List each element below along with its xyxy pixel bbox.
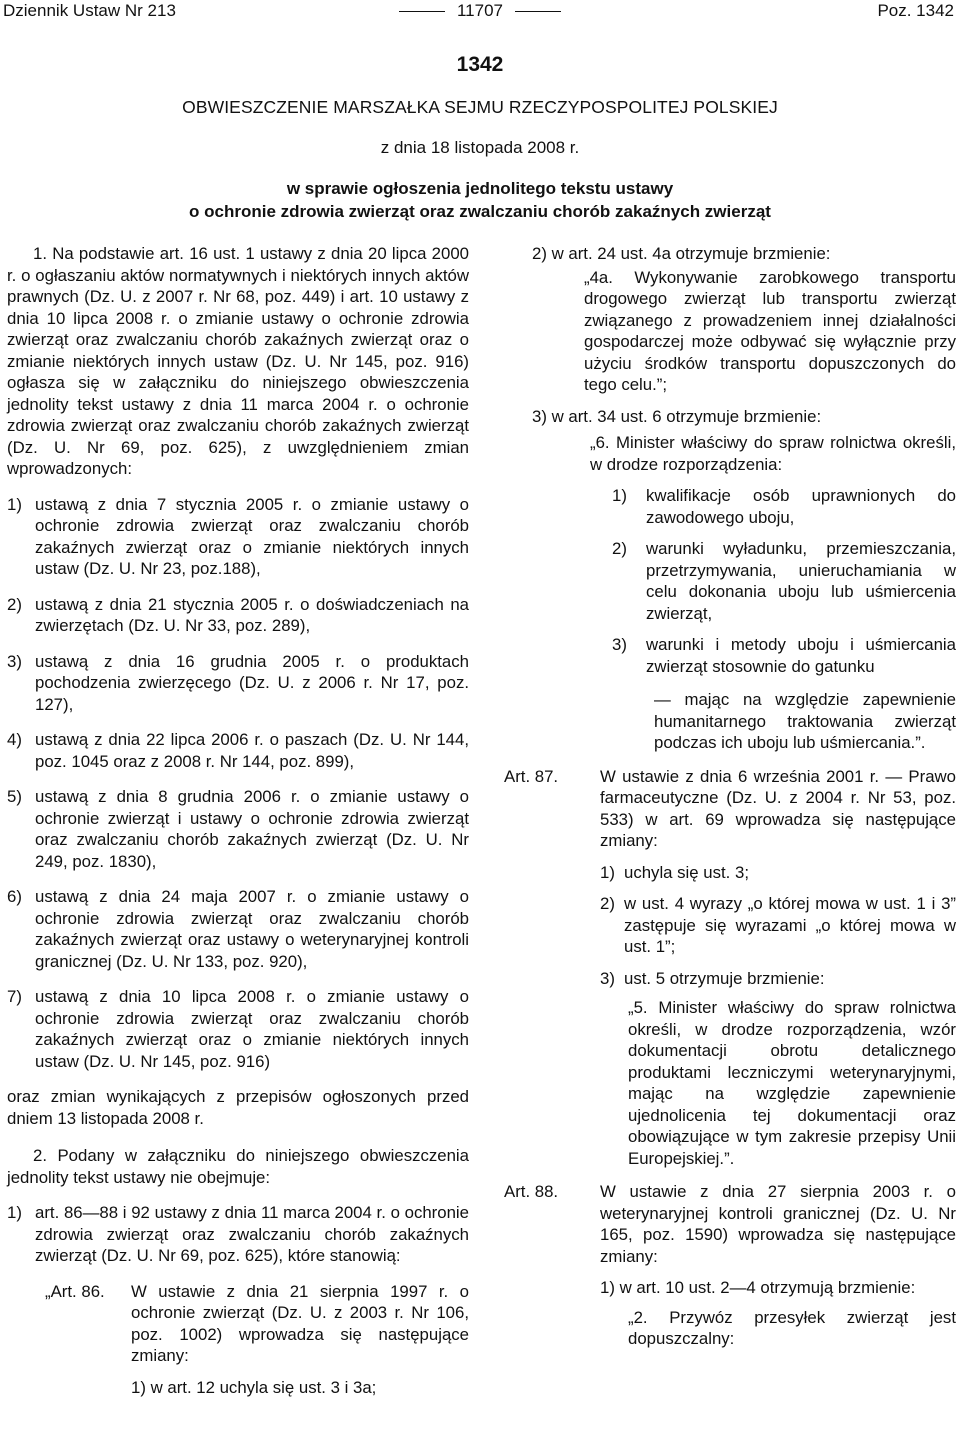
point-2-paragraph: 2. Podany w załączniku do niniejszego obwieszczenia jednolity tekst ustawy nie obejmuje: xyxy=(7,1146,469,1187)
item-3-sub-number: 3) xyxy=(612,635,627,654)
item-3-sub-number: 2) xyxy=(612,539,627,558)
article-87-item-text: uchyla się ust. 3; xyxy=(624,862,749,882)
item-3-tail: — mając na względzie zapewnienie humanitarnego traktowania zwierząt podczas ich uboju lub uśmiercania.”. xyxy=(654,690,956,752)
article-87-item xyxy=(600,968,956,990)
article-86-number: „Art. 86. xyxy=(45,1281,105,1301)
excluded-number: 1) xyxy=(7,1203,22,1222)
dash-right xyxy=(515,11,561,12)
amendment-number: 7) xyxy=(7,987,22,1006)
amendment-text: ustawą z dnia 16 grudnia 2005 r. o produktach pochodzenia zwierzęcego (Dz. U. z 2006 r. Nr 17, poz. 127), xyxy=(35,651,469,714)
announcement-title: OBWIESZCZENIE MARSZAŁKA SEJMU RZECZYPOSPOLITEJ POLSKIEJ xyxy=(182,97,778,117)
item-3-sub xyxy=(612,538,956,624)
article-87 xyxy=(504,766,956,852)
article-87-item-number: 1) xyxy=(600,862,615,882)
amendment-item xyxy=(7,651,469,716)
article-86 xyxy=(45,1281,469,1367)
amendment-text: ustawą z dnia 7 stycznia 2005 r. o zmianie ustawy o ochronie zdrowia zwierząt oraz zwalczaniu chorób zakaźnych zwierząt oraz o zmianie niektórych innych ustaw (Dz. U. Nr 23, poz.188), xyxy=(35,494,469,578)
article-88-number: Art. 88. xyxy=(504,1182,559,1201)
amendment-number: 5) xyxy=(7,787,22,806)
item-3-sub-text: warunki i metody uboju i uśmiercania zwierząt stosownie do gatunku xyxy=(646,635,956,676)
amendment-text: ustawą z dnia 10 lipca 2008 r. o zmianie ustawy o ochronie zdrowia zwierząt oraz zwalczaniu chorób zakaźnych zwierząt oraz o zmianie niektórych innych ustaw (Dz. U. Nr 145, poz. 916) xyxy=(35,987,469,1071)
closing-paragraph: oraz zmian wynikających z przepisów ogłoszonych przed dniem 13 listopada 2008 r. xyxy=(7,1087,469,1128)
amendment-number: 4) xyxy=(7,730,22,749)
article-88-quote: „2. Przywóz przesyłek zwierząt jest dopuszczalny: xyxy=(628,1307,956,1348)
amendment-item xyxy=(7,986,469,1072)
article-88-text: W ustawie z dnia 27 sierpnia 2003 r. o weterynaryjnej kontroli granicznej (Dz. U. Nr 165, poz. 1590) wprowadza się następujące zmiany: xyxy=(600,1182,956,1266)
article-87-item xyxy=(600,893,956,958)
article-86-item-1: 1) w art. 12 uchyla się ust. 3 i 3a; xyxy=(131,1377,377,1397)
amendment-text: ustawą z dnia 24 maja 2007 r. o zmianie ustawy o ochronie zdrowia zwierząt oraz zwalczaniu chorób zakaźnych zwierząt oraz ustawy o weterynaryjnej kontroli granicznej (Dz. U. Nr 133, poz. 920), xyxy=(35,887,469,971)
item-2-quote: „4a. Wykonywanie zarobkowego transportu drogowego zwierząt lub transportu zwierząt związanego z prowadzeniem innej działalności gospodarczej może odbywać się wyłącznie przy użyciu środków transportu dopuszczonych do tego celu.”; xyxy=(584,267,956,394)
item-3-sub-text: warunki wyładunku, przemieszczania, przetrzymywania, unieruchamiania w celu dokonania uboju lub uśmiercenia zwierząt, xyxy=(646,539,956,623)
page-number-text: 11707 xyxy=(456,1,503,20)
amendment-item xyxy=(7,886,469,972)
item-3-sub-number: 1) xyxy=(612,486,627,505)
right-column xyxy=(504,243,956,1350)
article-87-item-text: ust. 5 otrzymuje brzmienie: xyxy=(624,968,825,988)
article-87-number: Art. 87. xyxy=(504,766,559,786)
article-87-item-number: 2) xyxy=(600,894,615,913)
announcement-subject xyxy=(0,177,960,223)
amendment-number: 1) xyxy=(7,494,22,514)
subject-line-1: w sprawie ogłoszenia jednolitego tekstu ustawy xyxy=(286,179,674,198)
position-number: Poz. 1342 xyxy=(877,1,954,20)
subject-line-2: o ochronie zdrowia zwierząt oraz zwalczaniu chorób zakaźnych zwierząt xyxy=(189,202,771,221)
article-87-quote: „5. Minister właściwy do spraw rolnictwa określi, w drodze rozporządzenia, wzór dokumentacji obrotu detalicznego produktami leczniczymi weterynaryjnymi, mając na względzie zapewnienie ujednolicenia tej dokumentacji oraz obowiązujące w tym zakresie przepisy Unii Europejskiej.”. xyxy=(628,998,956,1168)
act-number: 1342 xyxy=(456,53,504,76)
amendment-number: 2) xyxy=(7,594,22,614)
item-3-sub xyxy=(612,485,956,528)
item-3-sub xyxy=(612,634,956,677)
article-88 xyxy=(504,1181,956,1267)
article-87-text: W ustawie z dnia 6 września 2001 r. — Prawo farmaceutyczne (Dz. U. z 2004 r. Nr 53, poz. 533) w art. 69 wprowadza się następujące zmiany: xyxy=(600,766,956,850)
excluded-text: art. 86—88 i 92 ustawy z dnia 11 marca 2004 r. o ochronie zdrowia zwierząt oraz zwalczaniu chorób zakaźnych zwierząt (Dz. U. Nr 69, poz. 625), które stanowią: xyxy=(35,1203,469,1265)
amendment-number: 3) xyxy=(7,651,22,671)
item-3-heading: 3) w art. 34 ust. 6 otrzymuje brzmienie: xyxy=(532,406,822,426)
journal-name: Dziennik Ustaw Nr 213 xyxy=(3,1,176,20)
item-2-heading: 2) w art. 24 ust. 4a otrzymuje brzmienie: xyxy=(532,244,831,263)
amendment-text: ustawą z dnia 8 grudnia 2006 r. o zmianie ustawy o ochronie zwierząt i ustawy o ochronie zdrowia zwierząt oraz zwalczaniu chorób zakaźnych zwierząt (Dz. U. Nr 249, poz. 1830), xyxy=(35,787,469,871)
running-header xyxy=(0,0,960,30)
amendment-item xyxy=(7,594,469,637)
article-86-text: W ustawie z dnia 21 sierpnia 1997 r. o ochronie zwierząt (Dz. U. z 2003 r. Nr 106, poz. 1002) wprowadza się następujące zmiany: xyxy=(131,1281,469,1365)
article-87-item-number: 3) xyxy=(600,968,615,988)
amendment-number: 6) xyxy=(7,887,22,906)
article-88-item-1: 1) w art. 10 ust. 2—4 otrzymują brzmienie: xyxy=(600,1278,916,1297)
left-column xyxy=(7,243,469,1398)
amendment-item xyxy=(7,494,469,580)
dash-left xyxy=(399,11,445,12)
article-87-item xyxy=(600,862,956,884)
amendment-item xyxy=(7,786,469,872)
article-87-item-text: w ust. 4 wyrazy „o której mowa w ust. 1 i 3” zastępuje się wyrazami „o której mowa w ust. 1”; xyxy=(624,894,956,956)
page-number xyxy=(0,0,960,22)
announcement-date: z dnia 18 listopada 2008 r. xyxy=(380,138,580,157)
intro-paragraph: 1. Na podstawie art. 16 ust. 1 ustawy z dnia 20 lipca 2000 r. o ogłaszaniu aktów normatywnych i niektórych innych aktów prawnych (Dz. U. z 2007 r. Nr 68, poz. 449) i art. 10 ustawy z dnia 10 lipca 2008 r. o zmianie ustawy o ochronie zdrowia zwierząt oraz zwalczaniu chorób zakaźnych zwierząt oraz o zmianie niektórych innych ustaw (Dz. U. Nr 145, poz. 916) ogłasza się w załączniku do niniejszego obwieszczenia jednolity tekst ustawy z dnia 11 marca 2004 r. o ochronie zdrowia zwierząt oraz zwalczaniu chorób zakaźnych zwierząt (Dz. U. Nr 69, poz. 625), z uwzględnieniem zmian wprowadzonych: xyxy=(7,244,469,478)
amendment-item xyxy=(7,729,469,772)
excluded-item xyxy=(7,1202,469,1267)
item-3-sub-text: kwalifikacje osób uprawnionych do zawodowego uboju, xyxy=(646,486,956,527)
item-3-quote: „6. Minister właściwy do spraw rolnictwa określi, w drodze rozporządzenia: xyxy=(590,433,956,474)
amendment-text: ustawą z dnia 21 stycznia 2005 r. o doświadczeniach na zwierzętach (Dz. U. Nr 33, poz. 289), xyxy=(35,594,469,635)
amendment-text: ustawą z dnia 22 lipca 2006 r. o paszach (Dz. U. Nr 144, poz. 1045 oraz z 2008 r. Nr 144, poz. 899), xyxy=(35,730,469,771)
